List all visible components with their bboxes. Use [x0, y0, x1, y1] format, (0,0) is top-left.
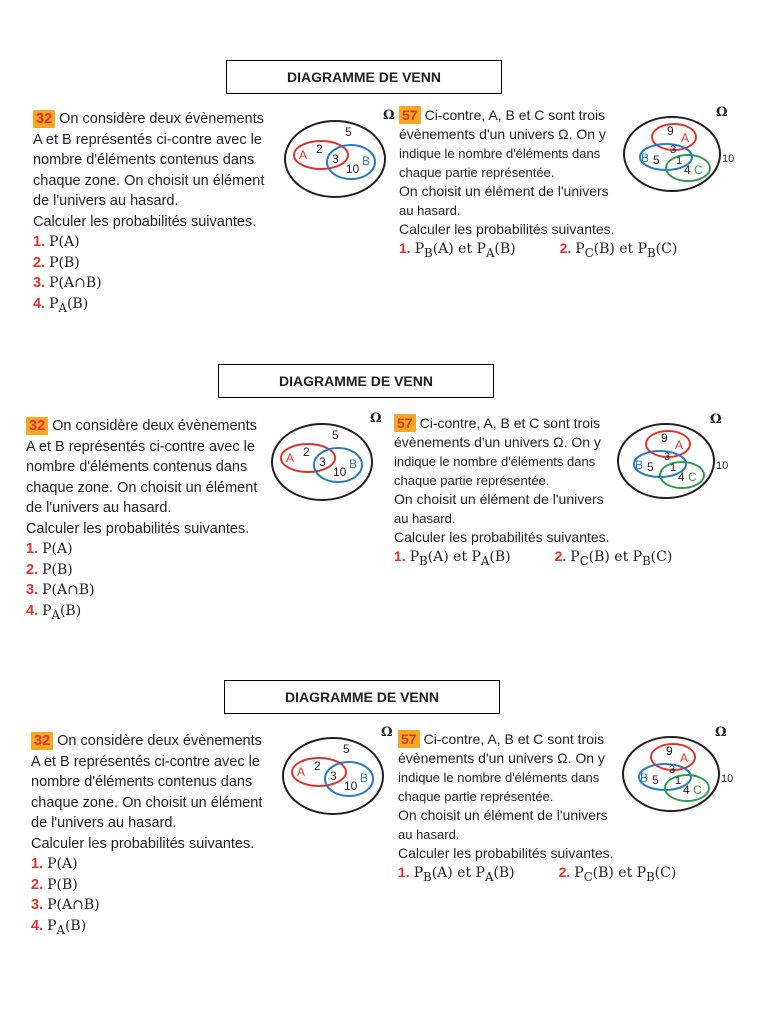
set-c-label: C: [693, 783, 702, 797]
exercise-text-line: au hasard.: [394, 511, 456, 526]
exercise-text-line: chaque partie représentée.: [399, 165, 555, 180]
exercise-section: [0, 60, 768, 380]
question-expression: $P_A(B)$: [49, 295, 89, 315]
bc-count: 1: [675, 775, 682, 787]
question-number: 1.: [26, 541, 39, 557]
exercise-text-line: Calculer les probabilités suivantes.: [398, 845, 614, 861]
exercise-text-line: évènements d'un univers Ω. On y: [398, 750, 605, 766]
omega-label: Ω: [715, 725, 727, 740]
bc-count: 1: [670, 462, 677, 474]
exercise-text-line: évènements d'un univers Ω. On y: [394, 434, 601, 450]
exercise-number-badge: 57: [399, 106, 421, 124]
exercise-text-line: évènements d'un univers Ω. On y: [399, 126, 606, 142]
a-only-count: 9: [661, 431, 668, 445]
set-a-label: A: [286, 451, 295, 465]
question-number: 1.: [33, 234, 46, 250]
exercise-text-line: indique le nombre d'éléments dans: [398, 770, 600, 785]
set-a-label: A: [680, 751, 689, 765]
question-number: 3.: [26, 582, 39, 598]
omega-label: Ω: [381, 725, 393, 740]
b-only-count: 10: [333, 465, 347, 479]
venn-diagram-two-sets: [283, 103, 398, 203]
question-expression: $P_C(B)$ et $P_B(C)$: [575, 241, 678, 260]
question-number: 3.: [33, 275, 46, 291]
exercise-text-line: nombre d'éléments contenus dans: [26, 459, 248, 475]
set-b-label: B: [641, 151, 650, 165]
set-a-label: A: [299, 148, 308, 162]
b-only-count: 10: [346, 162, 360, 176]
omega-label: Ω: [370, 411, 382, 426]
exercise-text-line: Calculer les probabilités suivantes.: [399, 221, 615, 237]
question-number: 3.: [31, 897, 44, 913]
exercise-text-line: au hasard.: [398, 827, 460, 842]
exercise-section: [0, 364, 768, 684]
question-number: 2.: [554, 548, 567, 564]
set-b-label: B: [362, 154, 371, 168]
set-c-label: C: [694, 163, 703, 177]
exercise-text-line: chaque zone. On choisit un élément: [33, 172, 265, 189]
bc-count: 1: [676, 155, 683, 167]
exercise-32: [33, 109, 283, 318]
question-number: 4.: [26, 602, 39, 619]
question-number: 4.: [33, 295, 46, 312]
exercise-text-line: A et B représentés ci-contre avec le: [31, 753, 260, 770]
a-only-count: 2: [316, 142, 323, 156]
set-b-label: B: [349, 457, 358, 471]
exercise-number-badge: 57: [394, 414, 416, 432]
ab-count: 3: [664, 451, 671, 463]
b-only-count: 5: [647, 460, 654, 474]
c-only-count: 4: [683, 783, 690, 797]
venn-diagram-three-sets: [612, 409, 727, 509]
exercise-number-badge: 57: [398, 730, 420, 748]
exercise-number-badge: 32: [33, 110, 55, 128]
c-only-count: 4: [684, 163, 691, 177]
set-a-label: A: [675, 438, 684, 452]
intersection-count: 3: [332, 152, 339, 166]
question-expression: $P_B(A)$ et $P_A(B)$: [409, 549, 511, 568]
set-b-label: B: [640, 771, 649, 785]
exercise-text-line: de l'univers au hasard.: [31, 815, 177, 831]
exercise-text-line: Calculer les probabilités suivantes.: [26, 520, 250, 537]
b-only-count: 10: [344, 779, 358, 793]
question-expression: P(A): [49, 234, 80, 250]
exercise-text-line: Calculer les probabilités suivantes.: [394, 529, 610, 545]
exercise-text-line: chaque zone. On choisit un élément: [26, 479, 258, 496]
exercise-text-line: On choisit un élément de l'univers: [399, 183, 609, 199]
set-b-label: B: [635, 458, 644, 472]
question-number: 2.: [559, 240, 572, 256]
question-expression: $P_A(B)$: [47, 917, 87, 937]
exercise-text-line: On considère deux évènements: [59, 111, 264, 127]
venn-diagram-two-sets: [281, 720, 396, 820]
exercise-text-line: chaque partie représentée.: [398, 789, 554, 804]
set-a-label: A: [297, 765, 306, 779]
set-b-label: B: [360, 771, 369, 785]
exercise-text-line: A et B représentés ci-contre avec le: [26, 438, 255, 455]
question-number: 2.: [26, 561, 39, 578]
exercise-text-line: On considère deux évènements: [57, 733, 262, 749]
intersection-count: 3: [319, 455, 326, 469]
b-only-count: 5: [652, 773, 659, 787]
b-only-count: 5: [653, 153, 660, 167]
exercise-text-line: nombre d'éléments contenus dans: [31, 774, 253, 790]
a-only-count: 2: [303, 445, 310, 459]
set-c-label: C: [688, 470, 697, 484]
exercise-text-line: On choisit un élément de l'univers: [394, 491, 604, 507]
exercise-text-line: nombre d'éléments contenus dans: [33, 152, 255, 168]
exercise-text-line: On choisit un élément de l'univers: [398, 807, 608, 823]
outside-count: 5: [345, 125, 352, 139]
question-expression: P(A∩B): [49, 275, 102, 291]
c-only-count: 4: [678, 470, 685, 484]
venn-diagram-three-sets: [618, 102, 733, 202]
outside-count: 5: [343, 742, 350, 756]
ab-count: 3: [670, 144, 677, 156]
exercise-text-line: A et B représentés ci-contre avec le: [33, 131, 262, 148]
question-number: 1.: [398, 864, 410, 880]
a-only-count: 9: [667, 124, 674, 138]
exercise-text-line: Ci-contre, A, B et C sont trois: [419, 415, 601, 431]
question-expression: P(A∩B): [42, 582, 95, 598]
section-title: DIAGRAMME DE VENN: [218, 364, 494, 398]
a-only-count: 9: [666, 744, 673, 758]
question-number: 4.: [31, 917, 44, 934]
exercise-text-line: Calculer les probabilités suivantes.: [33, 213, 257, 230]
exercise-text-line: chaque zone. On choisit un élément: [31, 794, 263, 811]
omega-label: Ω: [716, 105, 728, 120]
exercise-text-line: indique le nombre d'éléments dans: [399, 146, 601, 161]
venn-diagram-two-sets: [270, 406, 385, 506]
question-number: 1.: [31, 856, 44, 872]
exercise-section: [0, 680, 768, 1000]
omega-label: Ω: [710, 412, 722, 427]
question-expression: P(A): [47, 856, 78, 872]
question-expression: $P_C(B)$ et $P_B(C)$: [574, 865, 677, 884]
outside-count: 10: [716, 460, 729, 472]
question-expression: $P_B(A)$ et $P_A(B)$: [413, 865, 515, 884]
question-expression: P(B): [47, 876, 78, 893]
ab-count: 3: [669, 764, 676, 776]
question-expression: P(A∩B): [47, 897, 100, 913]
question-expression: $P_B(A)$ et $P_A(B)$: [414, 241, 516, 260]
section-title: DIAGRAMME DE VENN: [224, 680, 500, 714]
section-title: DIAGRAMME DE VENN: [226, 60, 502, 94]
exercise-text-line: de l'univers au hasard.: [26, 500, 172, 516]
exercise-text-line: Calculer les probabilités suivantes.: [31, 835, 255, 852]
exercise-text-line: au hasard.: [399, 203, 461, 218]
intersection-count: 3: [330, 769, 337, 783]
question-number: 2.: [558, 864, 571, 880]
exercise-text-line: de l'univers au hasard.: [33, 193, 179, 209]
outside-count: 5: [332, 428, 339, 442]
exercise-text-line: Ci-contre, A, B et C sont trois: [423, 731, 605, 747]
a-only-count: 2: [314, 759, 321, 773]
outside-count: 10: [721, 773, 734, 785]
exercise-number-badge: 32: [31, 732, 53, 750]
exercise-text-line: Ci-contre, A, B et C sont trois: [424, 107, 606, 123]
question-expression: P(B): [49, 254, 80, 271]
exercise-32: [31, 731, 281, 940]
question-expression: $P_A(B)$: [42, 602, 82, 622]
exercise-number-badge: 32: [26, 417, 48, 435]
question-expression: P(A): [42, 541, 73, 557]
question-number: 1.: [394, 548, 406, 564]
outside-count: 10: [722, 153, 735, 165]
exercise-text-line: chaque partie représentée.: [394, 473, 550, 488]
question-expression: $P_C(B)$ et $P_B(C)$: [570, 549, 673, 568]
set-a-label: A: [681, 131, 690, 145]
exercise-text-line: On considère deux évènements: [52, 418, 257, 434]
omega-label: Ω: [383, 108, 395, 123]
venn-diagram-three-sets: [617, 722, 732, 822]
question-number: 2.: [33, 254, 46, 271]
question-expression: P(B): [42, 561, 73, 578]
question-number: 2.: [31, 876, 44, 893]
exercise-text-line: indique le nombre d'éléments dans: [394, 454, 596, 469]
question-number: 1.: [399, 240, 411, 256]
exercise-32: [26, 416, 276, 625]
